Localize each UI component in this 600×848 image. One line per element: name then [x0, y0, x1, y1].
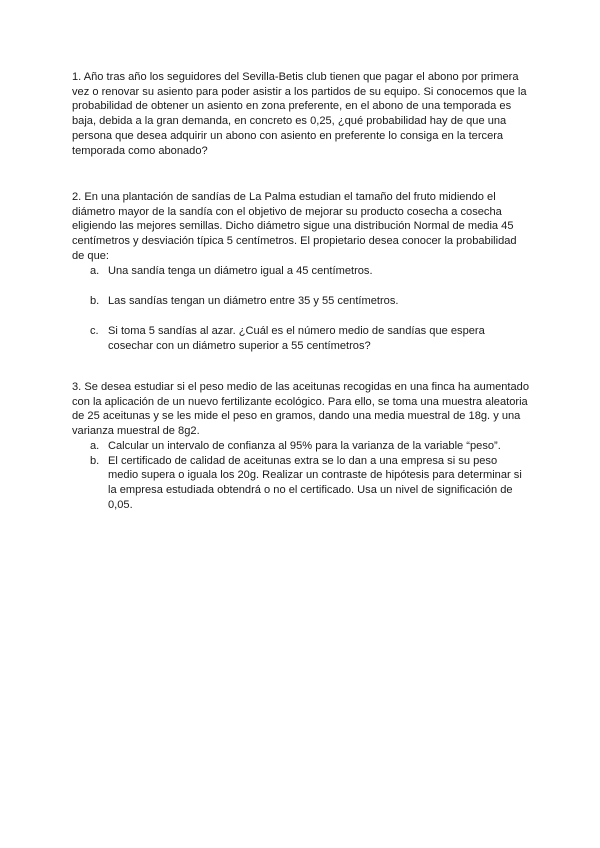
- option-marker: a.: [90, 264, 100, 277]
- question-1-text: 1. Año tras año los seguidores del Sevilla-Betis club tienen que pagar el abono por primera vez o renovar su asiento para poder asistir a los partidos de su equipo. Si conocemos que la probabilidad de obtener un asiento en zona preferente, en el abono de una temporada es baja, debida a la gran demanda, en concreto es 0,25, ¿qué probabilidad hay de que una persona que desea adquirir un abono con asiento en preferente lo consiga en la tercera temporada como abonado?: [72, 71, 527, 157]
- option-text: Calcular un intervalo de confianza al 95% para la varianza de la variable “peso”.: [108, 439, 501, 452]
- option-text: Si toma 5 sandías al azar. ¿Cuál es el número medio de sandías que espera cosechar con un diámetro superior a 55 centímetros?: [108, 324, 485, 352]
- question-1: [72, 70, 530, 158]
- question-3-option-a: [72, 439, 530, 454]
- question-3-option-b: [72, 454, 530, 513]
- option-text: El certificado de calidad de aceitunas extra se lo dan a una empresa si su peso medio supera o iguala los 20g. Realizar un contraste de hipótesis para determinar si la empresa estudiada obtendrá o no el certificado. Usa un nivel de significación de 0,05.: [108, 454, 522, 511]
- question-3: [72, 380, 530, 512]
- option-text: Las sandías tengan un diámetro entre 35 y 55 centímetros.: [108, 294, 399, 307]
- question-2-text: 2. En una plantación de sandías de La Palma estudian el tamaño del fruto midiendo el diámetro mayor de la sandía con el objetivo de mejorar su producto cosecha a cosecha eligiendo las mejores semillas. Dicho diámetro sigue una distribución Normal de media 45 centímetros y desviación típica 5 centímetros. El propietario desea conocer la probabilidad de que:: [72, 191, 517, 262]
- question-3-options: [72, 439, 530, 513]
- option-marker: a.: [90, 439, 100, 452]
- option-marker: c.: [90, 324, 99, 337]
- question-2: [72, 190, 530, 369]
- option-marker: b.: [90, 454, 100, 467]
- option-text: Una sandía tenga un diámetro igual a 45 centímetros.: [108, 264, 373, 277]
- option-marker: b.: [90, 294, 100, 307]
- question-2-options: [72, 264, 530, 354]
- question-2-option-a: [72, 264, 530, 279]
- question-2-option-c: [72, 324, 530, 353]
- question-2-option-b: [72, 294, 530, 309]
- question-3-text: 3. Se desea estudiar si el peso medio de las aceitunas recogidas en una finca ha aumentado con la aplicación de un nuevo fertilizante ecológico. Para ello, se toma una muestra aleatoria de 25 aceitunas y se les mide el peso en gramos, dando una media muestral de 18g. y una varianza muestral de 8g2.: [72, 381, 529, 438]
